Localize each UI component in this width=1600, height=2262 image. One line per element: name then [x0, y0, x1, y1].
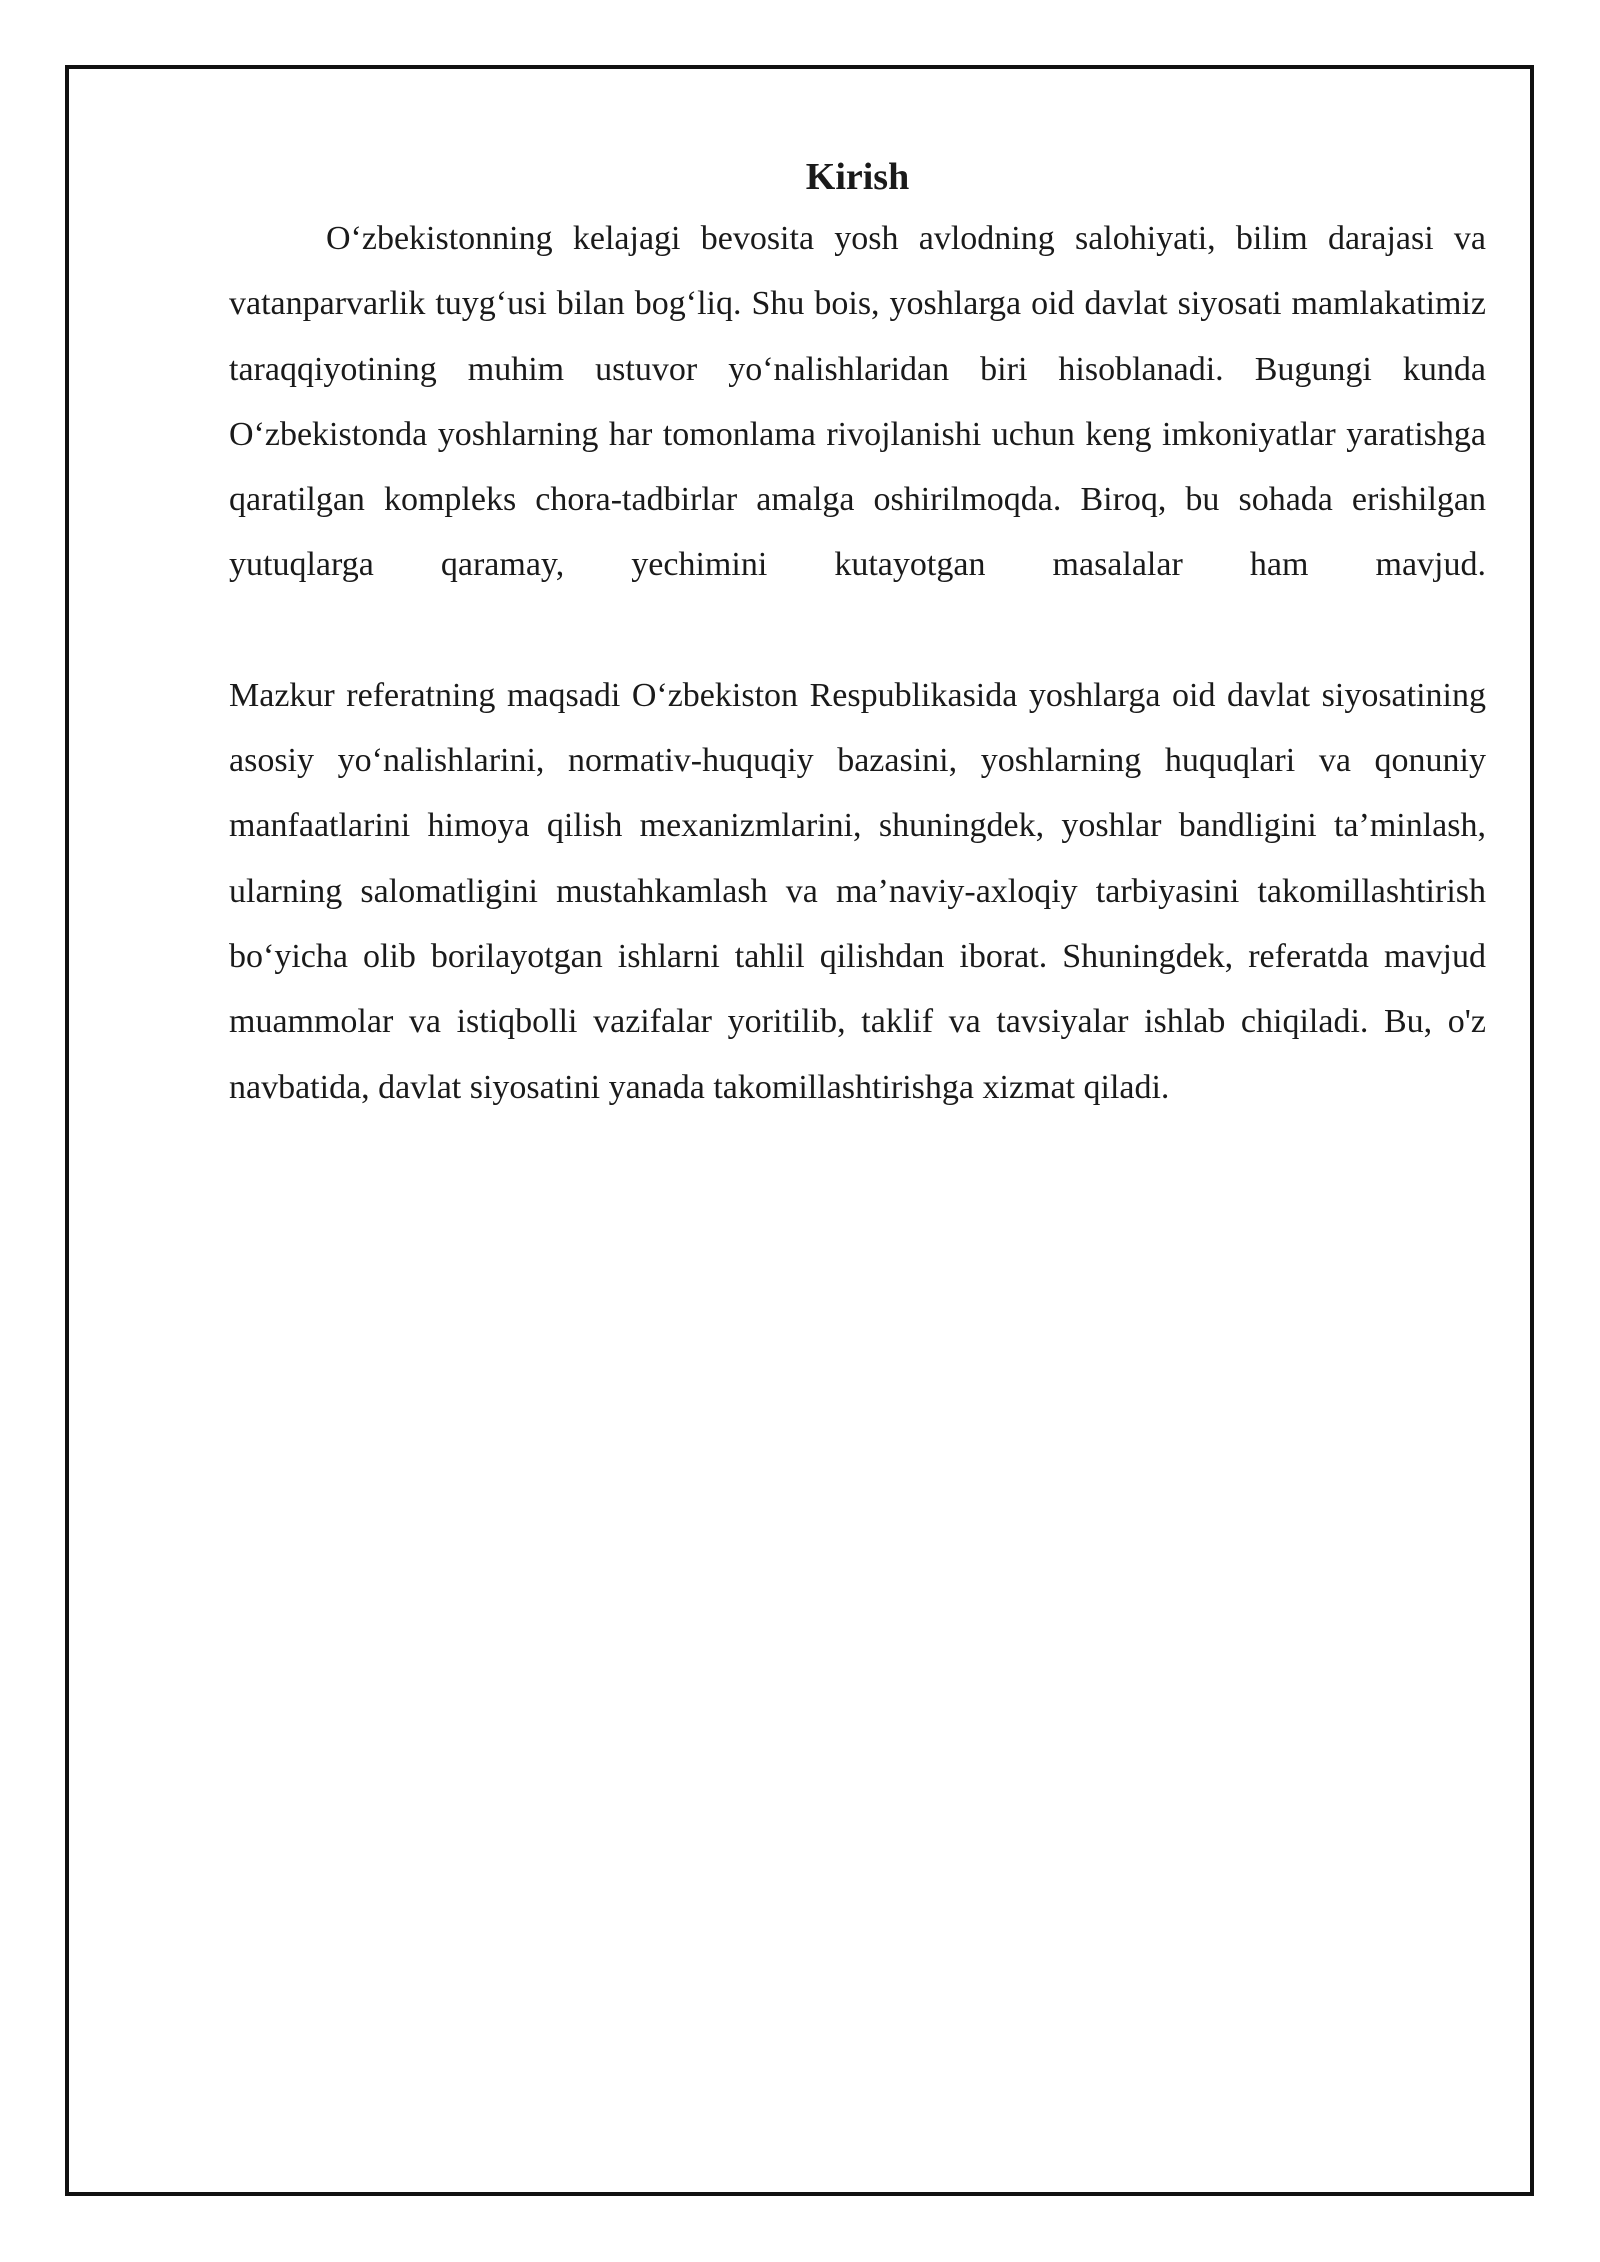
- document-body: [229, 150, 1486, 1120]
- paragraph-intro: O‘zbekistonning kelajagi bevosita yosh avlodning salohiyati, bilim darajasi va vatanparvarlik tuyg‘usi bilan bog‘liq. Shu bois, yoshlarga oid davlat siyosati mamlakatimiz taraqqiyotining muhim ustuvor yo‘nalishlaridan biri hisoblanadi. Bugungi kunda O‘zbekistonda yoshlarning har tomonlama rivojlanishi uchun keng imkoniyatlar yaratishga qaratilgan kompleks chora-tadbirlar amalga oshirilmoqda. Biroq, bu sohada erishilgan yutuqlarga qaramay, yechimini kutayotgan masalalar ham mavjud.: [229, 220, 1486, 584]
- paragraph-aim: Mazkur referatning maqsadi O‘zbekiston Respublikasida yoshlarga oid davlat siyosatining asosiy yo‘nalishlarini, normativ-huquqiy bazasini, yoshlarning huquqlari va qonuniy manfaatlarini himoya qilish mexanizmlarini, shuningdek, yoshlar bandligini ta’minlash, ularning salomatligini mustahkamlash va ma’naviy-axloqiy tarbiyasini takomillashtirish bo‘yicha olib borilayotgan ishlarni tahlil qilishdan iborat. Shuningdek, referatda mavjud muammolar va istiqbolli vazifalar yoritilib, taklif va tavsiyalar ishlab chiqiladi. Bu, o'z navbatida, davlat siyosatini yanada takomillashtirishga xizmat qiladi.: [229, 676, 1486, 1106]
- document-title: Kirish: [805, 156, 910, 198]
